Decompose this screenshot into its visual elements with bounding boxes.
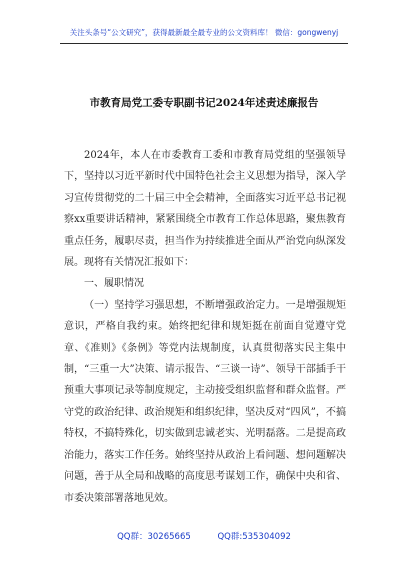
document-title: 市教育局党工委专职副书记2024年述责述廉报告 xyxy=(89,97,319,109)
section-heading: 一、履职情况 xyxy=(84,278,144,290)
promo-header: 关注头条号“公文研究”，获得最新最全最专业的公文资料库！ 微信：gongwenyj xyxy=(69,28,339,37)
contact-footer xyxy=(0,530,408,542)
intro-paragraph: 2024年，本人在市委教育工委和市教育局党组的坚强领导下，坚持以习近平新时代中国特色社会主义思想为指导，深入学习宣传贯彻党的二十届三中全会精神，全面落实习近平总书记视察xx重要讲话精神，紧紧围绕全市教育工作总体思路，聚焦教育重点任务，履职尽责，担当作为持续推进全面从严治党向纵深发展。现将有关情况汇报如下： xyxy=(64,150,346,269)
subsection-text: 一是增强规矩意识，严格自我约束。始终把纪律和规矩挺在前面自觉遵守党章、《准则》《条例》等党内法规制度，认真贯彻落实民主集中制，“三重一大”决策、请示报告、“三谈一诗”、领导干部插手干预重大事项记录等制度规定，主动接受组织监督和群众监督。严守党的政治纪律、政治规矩和组织纪律，坚决反对“四风”，不搞特权，不搞特殊化，切实做到忠诚老实、光明磊落。二是提高政治能力，落实工作任务。始终坚持从政治上看问题、想问题解决问题，善于从全局和战略的高度思考谋划工作，确保中央和省、市委决策部署落地见效。 xyxy=(64,299,347,504)
document-body xyxy=(64,145,346,509)
header-divider xyxy=(60,43,348,44)
qq-group-1: QQ群：30265665 xyxy=(117,532,191,542)
subsection-heading: （一）坚持学习强思想，不断增强政治定力。 xyxy=(84,299,286,311)
subsection-paragraph xyxy=(64,295,346,509)
qq-group-2: QQ群:535304092 xyxy=(217,532,291,542)
